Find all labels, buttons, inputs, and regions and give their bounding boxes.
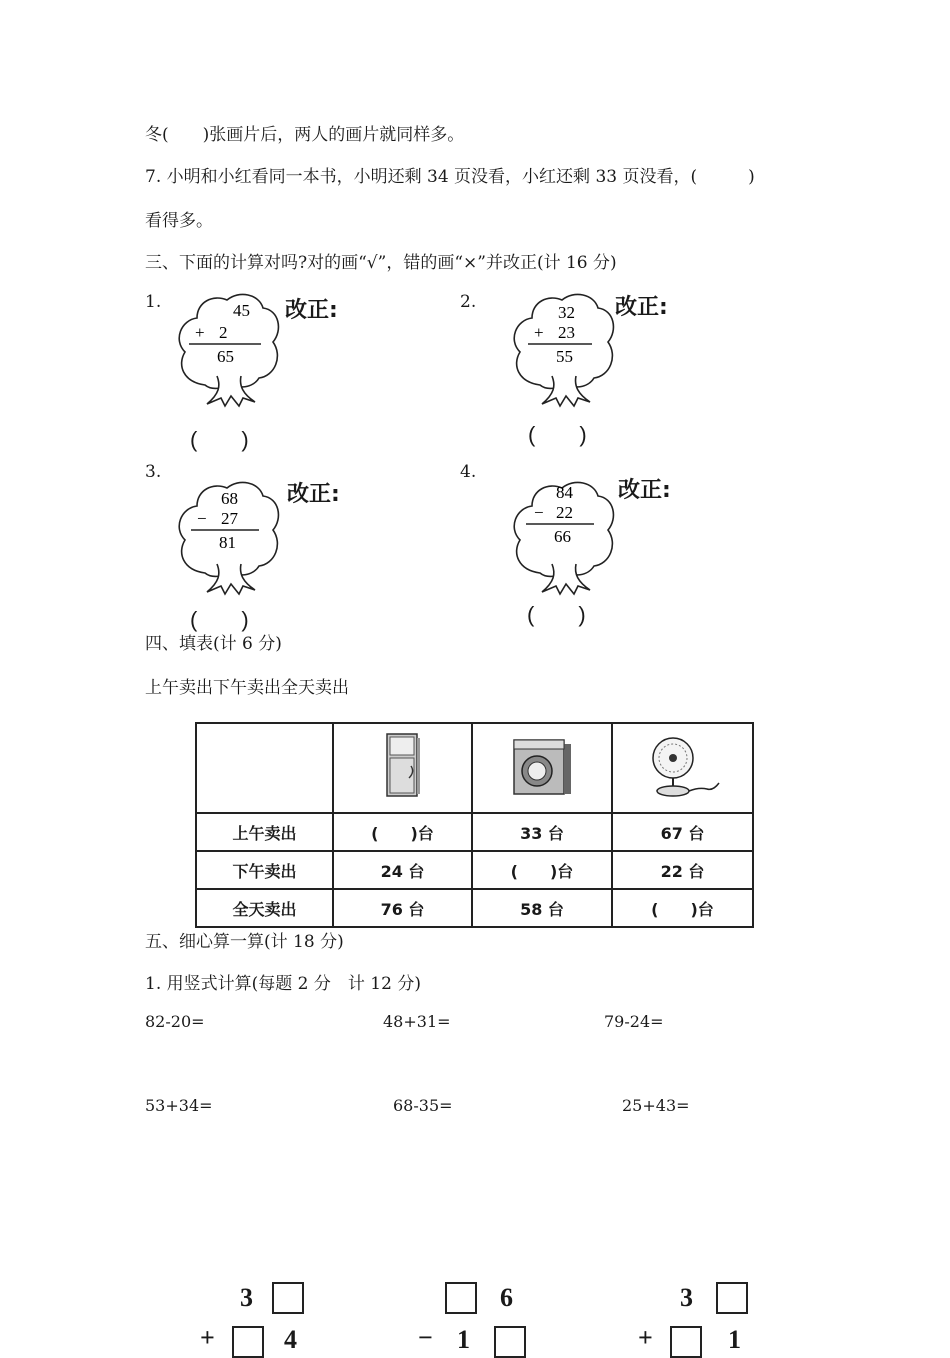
problem-1-bottom: 2 xyxy=(219,323,228,342)
equation-2: 48+31= xyxy=(383,1012,451,1031)
table-cell[interactable]: ( )台 xyxy=(333,813,472,851)
puzzle-3-bottom-digit: 1 xyxy=(728,1325,741,1354)
problem-4-operator: − xyxy=(534,503,544,522)
line-winter: 冬( )张画片后，两人的画片就同样多。 xyxy=(145,125,465,145)
row-label: 上午卖出 xyxy=(196,813,333,851)
puzzle-2-operator: − xyxy=(418,1323,433,1352)
section-5-subtitle: 1. 用竖式计算(每题 2 分 计 12 分) xyxy=(145,974,421,994)
row-label: 全天卖出 xyxy=(196,889,333,927)
puzzle-2-top-digit: 6 xyxy=(500,1283,513,1312)
puzzle-1-bottom-digit: 4 xyxy=(284,1325,297,1354)
problem-3-result: 81 xyxy=(219,533,236,552)
problem-3-tree xyxy=(175,478,285,598)
equation-5: 68-35= xyxy=(393,1096,453,1115)
problem-2-tree xyxy=(510,290,620,410)
problem-2-answer-blank[interactable]: ( ) xyxy=(528,422,587,447)
problem-3-operator: − xyxy=(197,509,207,528)
problem-4-top: 84 xyxy=(556,483,573,502)
section-5-title: 五、细心算一算(计 18 分) xyxy=(145,932,344,952)
problem-1-answer-blank[interactable]: ( ) xyxy=(190,427,249,452)
problem-3-top: 68 xyxy=(221,489,238,508)
washing-machine-cell xyxy=(472,723,612,813)
table-cell[interactable]: ( )台 xyxy=(612,889,753,927)
problem-3-answer-blank[interactable]: ( ) xyxy=(190,607,249,632)
problem-4-number: 4. xyxy=(460,462,477,482)
puzzle-3-bottom-box[interactable] xyxy=(670,1326,702,1358)
problem-4-answer-blank[interactable]: ( ) xyxy=(527,602,586,627)
question-7: 7. 小明和小红看同一本书，小明还剩 34 页没看，小红还剩 33 页没看，( ) xyxy=(145,167,755,187)
table-row xyxy=(196,889,753,927)
puzzle-1-top-box[interactable] xyxy=(272,1282,304,1314)
table-cell: 22 台 xyxy=(612,851,753,889)
problem-3-bottom: 27 xyxy=(221,509,238,528)
table-cell: 67 台 xyxy=(612,813,753,851)
problem-2-correction-label: 改正: xyxy=(615,295,668,320)
table-cell: 58 台 xyxy=(472,889,612,927)
question-7-cont: 看得多。 xyxy=(145,211,213,231)
table-cell: 76 台 xyxy=(333,889,472,927)
table-cell: 33 台 xyxy=(472,813,612,851)
puzzle-2-bottom-digit: 1 xyxy=(457,1325,470,1354)
fan-icon xyxy=(643,734,723,798)
puzzle-1-bottom-box[interactable] xyxy=(232,1326,264,1358)
problem-1-result: 65 xyxy=(217,347,234,366)
puzzle-2-bottom-box[interactable] xyxy=(494,1326,526,1358)
problem-2-number: 2. xyxy=(460,292,477,312)
problem-3-correction-label: 改正: xyxy=(287,482,340,507)
table-corner-cell xyxy=(196,723,333,813)
problem-4-tree xyxy=(510,478,620,598)
problem-1-number: 1. xyxy=(145,292,162,312)
problem-2-bottom: 23 xyxy=(558,323,575,342)
equation-4: 53+34= xyxy=(145,1096,213,1115)
problem-4-correction-label: 改正: xyxy=(618,478,671,503)
sales-table xyxy=(195,722,754,928)
table-cell: 24 台 xyxy=(333,851,472,889)
equation-6: 25+43= xyxy=(622,1096,690,1115)
fridge-cell xyxy=(333,723,472,813)
problem-4-bottom: 22 xyxy=(556,503,573,522)
problem-1-correction-label: 改正: xyxy=(285,298,338,323)
puzzle-1-top-digit: 3 xyxy=(240,1283,253,1312)
table-row xyxy=(196,813,753,851)
problem-1-tree xyxy=(175,290,285,410)
problem-1-top: 45 xyxy=(233,301,250,320)
problem-2-operator: + xyxy=(534,323,544,342)
section-4-subtitle: 上午卖出下午卖出全天卖出 xyxy=(145,678,349,698)
problem-2-top: 32 xyxy=(558,303,575,322)
equation-3: 79-24= xyxy=(604,1012,664,1031)
puzzle-3-operator: + xyxy=(638,1323,653,1352)
fan-cell xyxy=(612,723,753,813)
puzzle-2-top-box[interactable] xyxy=(445,1282,477,1314)
section-3-title: 三、下面的计算对吗?对的画“√”，错的画“×”并改正(计 16 分) xyxy=(145,253,617,273)
table-cell[interactable]: ( )台 xyxy=(472,851,612,889)
puzzle-1-operator: + xyxy=(200,1323,215,1352)
problem-1-operator: + xyxy=(195,323,205,342)
puzzle-3-top-box[interactable] xyxy=(716,1282,748,1314)
fridge-icon xyxy=(383,732,423,800)
section-4-title: 四、填表(计 6 分) xyxy=(145,634,282,654)
puzzle-3-top-digit: 3 xyxy=(680,1283,693,1312)
equation-1: 82-20= xyxy=(145,1012,205,1031)
problem-3-number: 3. xyxy=(145,462,162,482)
table-header-row xyxy=(196,723,753,813)
table-row xyxy=(196,851,753,889)
problem-4-result: 66 xyxy=(554,527,571,546)
washing-machine-icon xyxy=(510,734,574,798)
problem-2-result: 55 xyxy=(556,347,573,366)
row-label: 下午卖出 xyxy=(196,851,333,889)
